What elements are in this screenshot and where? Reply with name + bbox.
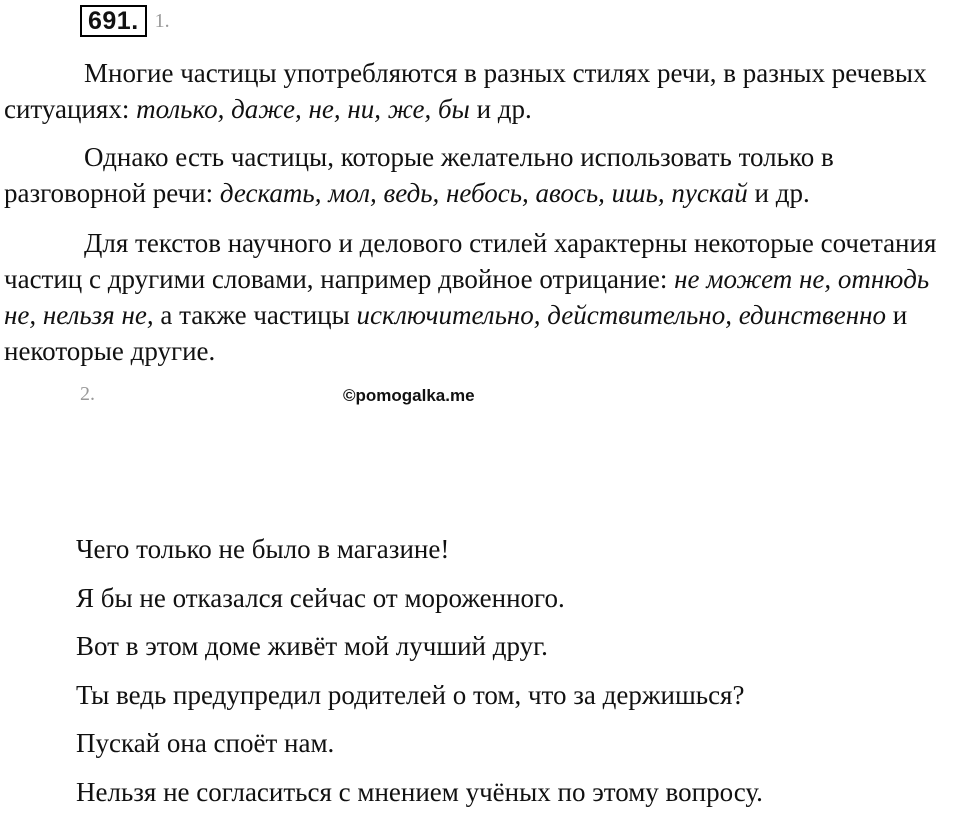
paragraph-3-text-a: Для текстов научного и делового стилей характерны некоторые сочетания частиц с другими словами, например двойное отрицание: xyxy=(4,228,937,294)
paragraph-3-italic-a: не может не, отнюдь не, нельзя не, xyxy=(4,264,930,330)
paragraph-1-text-b: и др. xyxy=(469,94,532,124)
sentence-6: Нельзя не согласиться с мнением учёных по этому вопросу. xyxy=(76,776,763,807)
paragraph-2 xyxy=(4,139,960,211)
paragraph-3-italic-b: исключительно, действительно, единственно xyxy=(356,300,887,330)
sentence-2: Я бы не отказался сейчас от мороженного. xyxy=(76,582,565,613)
paragraph-2-italic-a: дескать, мол, ведь, небось, авось, ишь, пускай xyxy=(219,178,748,208)
sentence-4: Ты ведь предупредил родителей о том, что за держишься? xyxy=(76,679,745,710)
paragraph-2-text-a: Однако есть частицы, которые желательно использовать только в разговорной речи: xyxy=(4,142,834,208)
sentence-3: Вот в этом доме живёт мой лучший друг. xyxy=(76,631,548,662)
example-sentences xyxy=(76,528,763,820)
part-2-label: 2. xyxy=(80,383,95,405)
paragraph-3 xyxy=(4,225,960,369)
part-1-label: 1. xyxy=(154,9,170,32)
sentence-1: Чего только не было в магазине! xyxy=(76,534,450,564)
sentence-5: Пускай она споёт нам. xyxy=(76,728,335,759)
paragraph-1-italic-a: только, даже, не, ни, же, бы xyxy=(136,94,470,124)
paragraph-1 xyxy=(4,55,960,127)
paragraph-3-text-b: а также частицы xyxy=(153,300,357,330)
task-header xyxy=(80,4,170,38)
watermark: ©pomogalka.me xyxy=(343,386,475,405)
paragraph-2-text-b: и др. xyxy=(747,178,810,208)
paragraph-1-text-a: Многие частицы употребляются в разных стилях речи, в разных речевых ситуациях: xyxy=(4,58,927,124)
task-number: 691. xyxy=(80,5,147,37)
paragraph-3-text-c: и некоторые другие. xyxy=(4,300,908,366)
